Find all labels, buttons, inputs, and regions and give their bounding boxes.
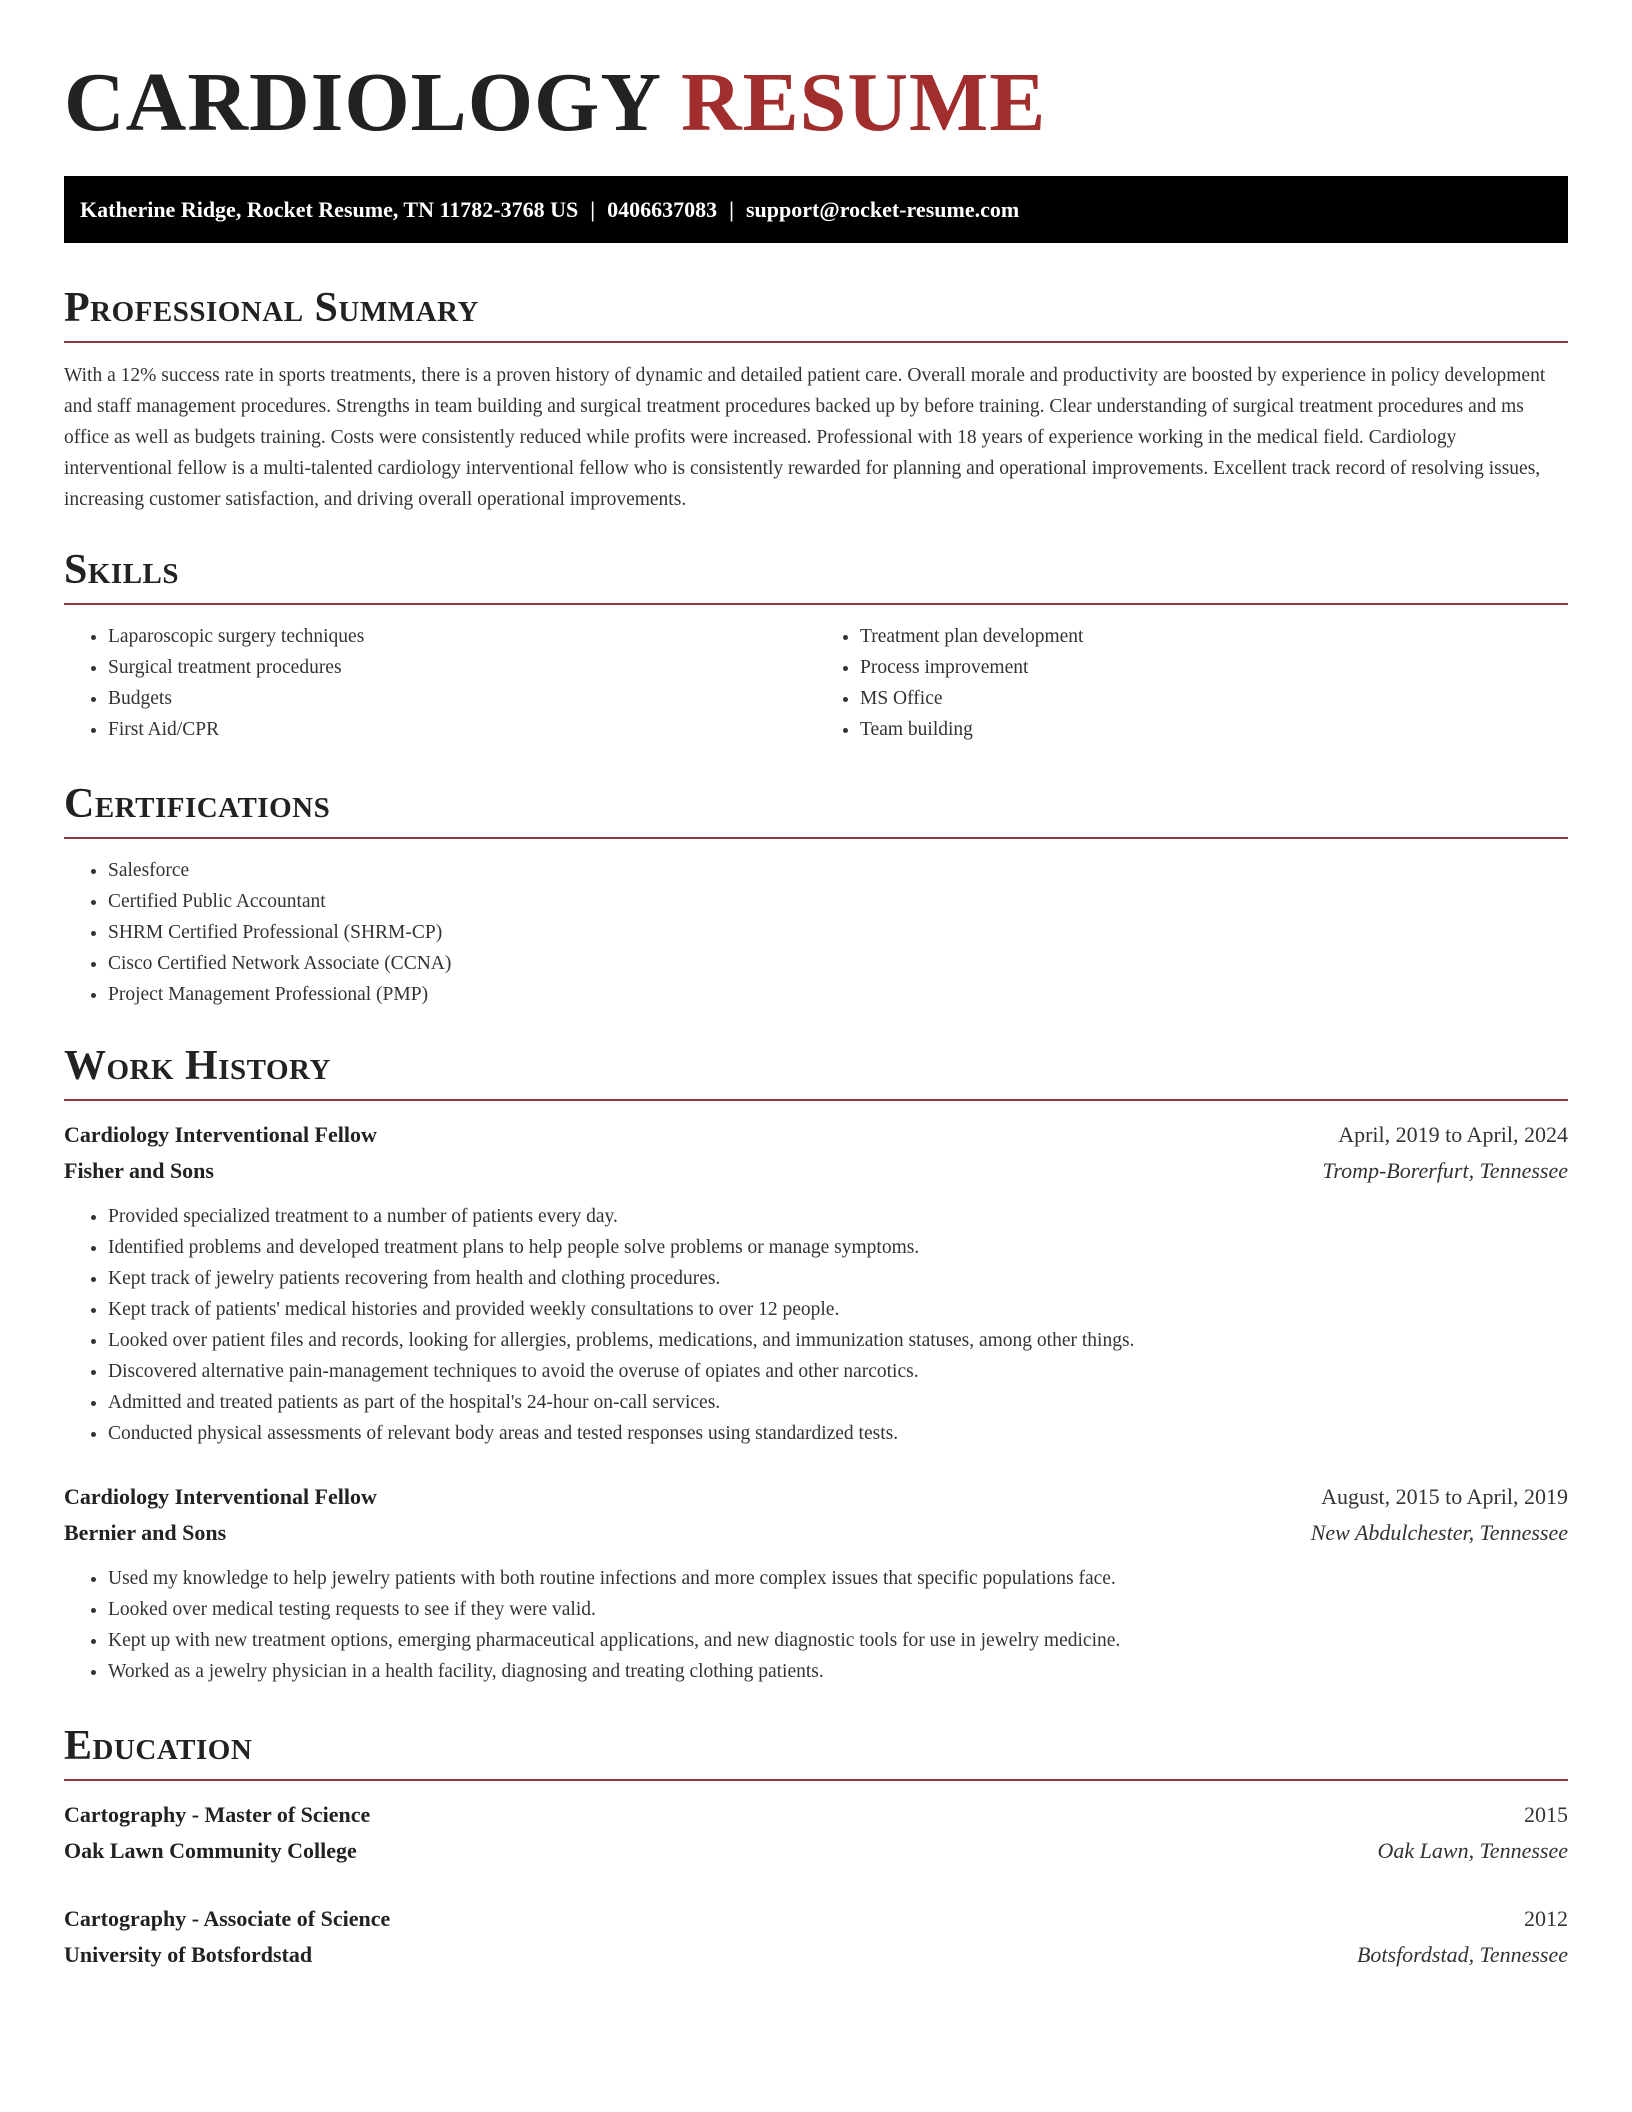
skill-item: • Team building <box>860 714 1568 745</box>
contact-address: Katherine Ridge, Rocket Resume, TN 11782-3768 US <box>80 197 579 222</box>
certification-item: • Certified Public Accountant <box>108 886 1568 917</box>
section-divider <box>64 341 1568 343</box>
job-company-row <box>64 1515 1568 1551</box>
title-accent: RESUME <box>680 56 1047 149</box>
skills-list-right <box>816 621 1568 745</box>
job-header-row <box>64 1117 1568 1153</box>
skill-item: • Surgical treatment procedures <box>108 652 816 683</box>
skill-item: • Laparoscopic surgery techniques <box>108 621 816 652</box>
job-company: Fisher and Sons <box>64 1158 214 1183</box>
certifications-section <box>64 780 1568 1010</box>
resume-title <box>64 0 1568 176</box>
job-company: Bernier and Sons <box>64 1520 227 1545</box>
job-bullets <box>64 1563 1568 1687</box>
skills-heading: Skills <box>64 547 180 593</box>
job-bullet: • Looked over medical testing requests to see if they were valid. <box>108 1594 1568 1625</box>
education-degree: Cartography - Master of Science <box>64 1802 371 1827</box>
job-bullet: • Looked over patient files and records, looking for allergies, problems, medications, and immunization statuses, among other things. <box>108 1325 1568 1356</box>
education-year: 2015 <box>1524 1802 1568 1827</box>
job-bullet: • Conducted physical assessments of relevant body areas and tested responses using standardized tests. <box>108 1418 1568 1449</box>
job-location: New Abdulchester, Tennessee <box>1310 1520 1568 1545</box>
section-divider <box>64 1779 1568 1781</box>
contact-phone: 0406637083 <box>607 197 718 222</box>
education-year: 2012 <box>1524 1906 1568 1931</box>
certification-item: • Project Management Professional (PMP) <box>108 979 1568 1010</box>
education-section <box>64 1722 1568 1973</box>
summary-text: With a 12% success rate in sports treatments, there is a proven history of dynamic and detailed patient care. Overall morale and productivity are boosted by experience in policy development and staff management procedures. Strengths in team building and surgical treatment procedures backed up by before training. Clear understanding of surgical treatment procedures and ms office as well as budgets training. Costs were consistently reduced while profits were increased. Professional with 18 years of experience working in the medical field. Cardiology interventional fellow is a multi-talented cardiology interventional fellow who is consistently rewarded for planning and operational improvements. Excellent track record of resolving issues, increasing customer satisfaction, and driving overall operational improvements. <box>64 365 1546 510</box>
work-history-section <box>64 1042 1568 1687</box>
job-bullet: • Kept track of patients' medical histories and provided weekly consultations to over 12 people. <box>108 1294 1568 1325</box>
skill-item: • First Aid/CPR <box>108 714 816 745</box>
education-degree-row <box>64 1901 1568 1937</box>
job-bullet: • Provided specialized treatment to a number of patients every day. <box>108 1201 1568 1232</box>
education-location: Botsfordstad, Tennessee <box>1356 1942 1568 1967</box>
job-entry <box>64 1117 1568 1449</box>
section-divider <box>64 603 1568 605</box>
job-bullet: • Kept track of jewelry patients recovering from health and clothing procedures. <box>108 1263 1568 1294</box>
certifications-list <box>64 855 1568 1010</box>
contact-separator: | <box>729 197 734 222</box>
job-bullet: • Admitted and treated patients as part of the hospital's 24-hour on-call services. <box>108 1387 1568 1418</box>
section-divider <box>64 837 1568 839</box>
education-degree-row <box>64 1797 1568 1833</box>
job-location: Tromp-Borerfurt, Tennessee <box>1322 1158 1568 1183</box>
job-bullet: • Kept up with new treatment options, emerging pharmaceutical applications, and new diagnostic tools for use in jewelry medicine. <box>108 1625 1568 1656</box>
skill-item: • Process improvement <box>860 652 1568 683</box>
summary-section <box>64 284 1568 515</box>
certification-item: • SHRM Certified Professional (SHRM-CP) <box>108 917 1568 948</box>
job-company-row <box>64 1153 1568 1189</box>
contact-bar <box>64 176 1568 243</box>
skills-section <box>64 546 1568 745</box>
job-title: Cardiology Interventional Fellow <box>64 1484 377 1509</box>
job-header-row <box>64 1479 1568 1515</box>
job-dates: April, 2019 to April, 2024 <box>1338 1122 1568 1147</box>
title-main: CARDIOLOGY <box>64 56 659 149</box>
education-heading: Education <box>64 1723 253 1769</box>
work-history-heading: Work History <box>64 1043 331 1089</box>
section-divider <box>64 1099 1568 1101</box>
job-bullet: • Used my knowledge to help jewelry patients with both routine infections and more complex issues that specific populations face. <box>108 1563 1568 1594</box>
skill-item: • MS Office <box>860 683 1568 714</box>
education-entry <box>64 1901 1568 1973</box>
skills-list-left <box>64 621 816 745</box>
job-title: Cardiology Interventional Fellow <box>64 1122 377 1147</box>
skill-item: • Treatment plan development <box>860 621 1568 652</box>
certification-item: • Cisco Certified Network Associate (CCNA) <box>108 948 1568 979</box>
job-bullet: • Discovered alternative pain-management techniques to avoid the overuse of opiates and other narcotics. <box>108 1356 1568 1387</box>
job-bullet: • Identified problems and developed treatment plans to help people solve problems or manage symptoms. <box>108 1232 1568 1263</box>
certifications-heading: Certifications <box>64 781 331 827</box>
contact-email: support@rocket-resume.com <box>745 197 1020 222</box>
skills-columns <box>64 621 1568 745</box>
education-school-row <box>64 1833 1568 1869</box>
education-school: Oak Lawn Community College <box>64 1838 357 1863</box>
contact-separator: | <box>590 197 596 222</box>
job-dates: August, 2015 to April, 2019 <box>1321 1484 1568 1509</box>
education-school: University of Botsfordstad <box>64 1942 313 1967</box>
job-bullets <box>64 1201 1568 1449</box>
skill-item: • Budgets <box>108 683 816 714</box>
education-degree: Cartography - Associate of Science <box>64 1906 391 1931</box>
job-entry <box>64 1479 1568 1687</box>
job-bullet: • Worked as a jewelry physician in a health facility, diagnosing and treating clothing patients. <box>108 1656 1568 1687</box>
summary-heading: Professional Summary <box>64 285 479 331</box>
education-location: Oak Lawn, Tennessee <box>1377 1838 1568 1863</box>
education-school-row <box>64 1937 1568 1973</box>
education-entry <box>64 1797 1568 1869</box>
certification-item: • Salesforce <box>108 855 1568 886</box>
